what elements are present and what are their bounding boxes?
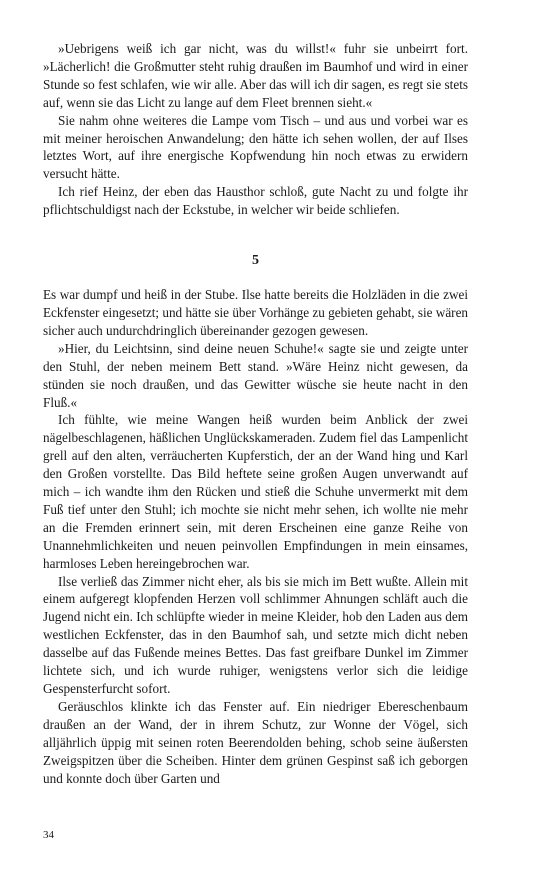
section-2 [43,286,468,787]
paragraph: Es war dumpf und heiß in der Stube. Ilse hatte bereits die Holzläden in die zwei Eckfenster eingesetzt; und hätte sie über Vorhänge zu gebieten gehabt, sie wären sicher auch undurchdringlich übereinander gezogen gewesen. [43,287,469,338]
paragraph: Sie nahm ohne weiteres die Lampe vom Tisch – und aus und vorbei war es mit meiner heroischen Anwandelung; den hätte ich sehen wollen, der auf Ilses letztes Wort, auf ihre energische Kopfwendung hin noch etwas zu erwidern versucht hätte. [43,112,468,182]
paragraph: Ilse verließ das Zimmer nicht eher, als bis sie mich im Bett wußte. Allein mit einem aufgeregt klopfenden Herzen voll schlimmer Ahnungen schläft auch die Jugend nicht ein. Ich schlüpfte wieder in meine Kleider, hob den Laden aus dem westlichen Eckfenster, das in den Baumhof sah, und setzte mich dicht neben dasselbe auf das Fußende meines Bettes. Das fast greifbare Dunkel im Zimmer lichtete sich, und ich wurde ruhiger, wenigstens verlor sich die leidige Gespensterfurcht sofort. [43,573,468,696]
paragraph: »Uebrigens weiß ich gar nicht, was du willst!« fuhr sie unbeirrt fort. »Lächerlich! die Großmutter steht ruhig draußen im Baumhof und wird in einer Stunde so fest schlafen, wie wir alle. Aber das will ich dir sagen, es regt sie stets auf, wenn sie das Licht zu lange auf dem Fleet brennen sieht.« [43,41,468,110]
chapter-number: 5 [252,253,259,269]
paragraph: Ich fühlte, wie meine Wangen heiß wurden beim Anblick der zwei nägelbeschlagenen, häßlichen Unglückskameraden. Zudem fiel das Lampenlicht grell auf den alten, verräucherten Kupferstich, der an der Wand hing und Karl den Großen vorstellte. Das Bild heftete seine großen Augen unverwandt auf mich – ich wandte ihm den Rücken und stieß die Schuhe unvermerkt mit dem Fuß tief unter den Stuhl; ich mochte sie nicht mehr sehen, ich wollte nie mehr an die Fremden erinnert sein, mit deren Erscheinen eine ganze Reihe von Unannehmlichkeiten und neuen peinvollen Empfindungen in mein einsames, harmloses Leben hereingebrochen war. [43,412,468,571]
paragraph: Ich rief Heinz, der eben das Hausthor schloß, gute Nacht zu und folgte ihr pflichtschuldigst nach der Eckstube, in welcher wir beide schliefen. [43,184,468,218]
paragraph: Geräuschlos klinkte ich das Fenster auf. Ein niedriger Ebereschenbaum draußen an der Wand, der in ihrem Schutz, zur Wonne der Vögel, sich alljährlich üppig mit seinen roten Beerendolden behing, schob seine äußersten Zweigspitzen über die Scheiben. Hinter dem grünen Gespinst saß ich geborgen und konnte doch über Garten und [43,698,468,786]
page-number: 34 [43,829,54,841]
paragraph: »Hier, du Leichtsinn, sind deine neuen Schuhe!« sagte sie und zeigte unter den Stuhl, der neben meinem Bett stand. »Wäre Heinz nicht gewesen, da stünden sie noch draußen, und das Gewitter wüsche sie heute nacht in den Fluß.« [43,340,468,410]
section-1 [43,40,468,219]
book-page [43,40,468,787]
